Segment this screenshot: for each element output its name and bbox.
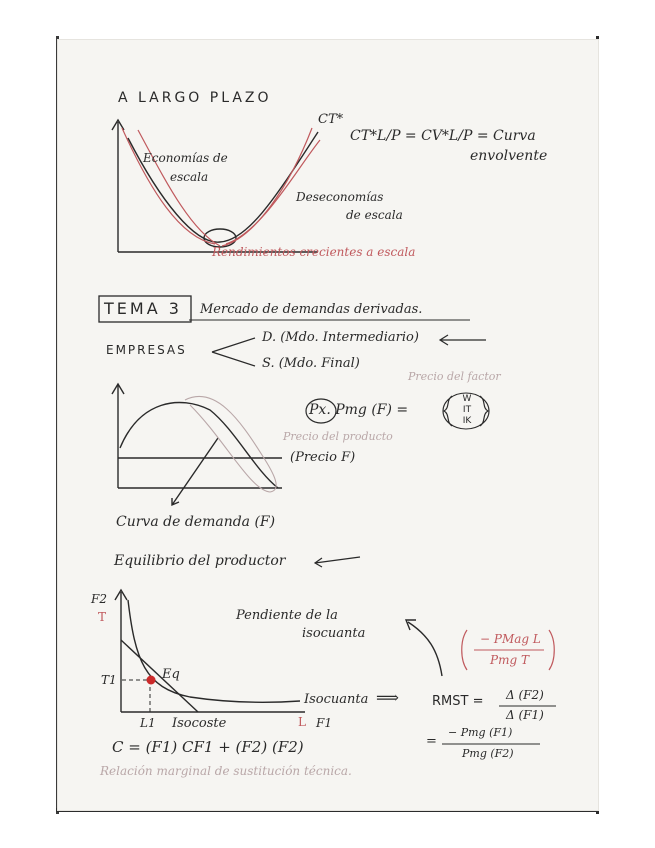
demand-arrow (172, 438, 218, 505)
deseconomias-label-line1: Deseconomías (296, 190, 384, 204)
f1-axis-label: F1 (316, 716, 332, 730)
pmg-denominator: Pmg (F2) (462, 747, 514, 760)
economias-label-line2: escala (170, 170, 209, 184)
equilibrium-label: Eq (162, 667, 180, 682)
tema-title: Mercado de demandas derivadas. (200, 302, 423, 317)
arrow-equilibrio (315, 557, 360, 567)
delta-denominator: Δ (F1) (506, 708, 544, 722)
short-run-curves (122, 128, 320, 246)
px-pmg-formula: Px. Pmg (F) = (309, 402, 409, 418)
envelope-formula-line2: envolvente (470, 148, 548, 164)
delta-numerator: Δ (F2) (506, 688, 544, 702)
precio-producto-label: Precio del producto (283, 430, 393, 443)
equals-sign: = (426, 734, 437, 749)
section-title-largo-plazo: A LARGO PLAZO (118, 90, 272, 106)
arrow-to-intermediario (440, 335, 486, 345)
factor-w: W (462, 394, 472, 404)
ratio-right-paren (549, 630, 554, 670)
branch-final: S. (Mdo. Final) (262, 356, 360, 371)
tema-box-label: TEMA 3 (104, 299, 182, 318)
empresas-label: EMPRESAS (106, 343, 187, 357)
isocoste-label: Isocoste (172, 716, 227, 731)
pendiente-arrow (406, 620, 442, 676)
l1-label: L1 (140, 716, 156, 730)
faint-curve (185, 396, 276, 492)
relacion-marginal-label: Relación marginal de sustitución técnica. (100, 764, 352, 778)
factor-list (458, 394, 476, 427)
precio-factor-label: Precio del factor (408, 370, 501, 383)
sr-curve-right (222, 128, 312, 246)
deseconomias-label-line2: de escala (346, 208, 403, 222)
factor-ik: IK (462, 416, 472, 426)
economias-label-line1: Economías de (143, 151, 228, 165)
pmg-numerator: − Pmg (F1) (448, 726, 513, 739)
envelope-curve (128, 132, 318, 242)
f2-axis-label: F2 (91, 592, 107, 606)
derived-demand-graph (112, 384, 282, 505)
l-axis-label: L (298, 715, 306, 729)
pendiente-label-line1: Pendiente de la (236, 608, 338, 623)
ratio-left-paren (462, 630, 467, 670)
isocost-line (121, 640, 198, 712)
rendimientos-label: Rendimientos crecientes a escala (212, 245, 416, 259)
sr-curve-left-2 (138, 130, 220, 246)
pendiente-label-line2: isocuanta (302, 626, 366, 641)
equilibrium-dashes (122, 680, 150, 712)
ct-curve-label: CT* (318, 112, 344, 127)
equilibrium-point (147, 676, 156, 685)
rmst-label: RMST = (432, 694, 484, 709)
ratio-denominator: Pmg T (490, 653, 529, 667)
precio-f-label: (Precio F) (290, 450, 356, 465)
branch-intermediario: D. (Mdo. Intermediario) (262, 330, 419, 345)
envelope-formula-line1: CT*L/P = CV*L/P = Curva (350, 128, 536, 144)
faint-ellipse (185, 396, 276, 492)
ratio-numerator: − PMag L (480, 632, 541, 646)
t-axis-label: T (98, 610, 107, 624)
isocuanta-label: Isocuanta (304, 692, 369, 707)
empresas-branch (212, 338, 255, 366)
cost-equation: C = (F1) CF1 + (F2) (F2) (112, 738, 304, 756)
factor-it: IT (462, 405, 472, 415)
implies-arrow: ⟹ (376, 688, 399, 707)
equilibrio-productor-heading: Equilibrio del productor (114, 553, 286, 569)
curva-demanda-label: Curva de demanda (F) (116, 514, 276, 530)
t1-label: T1 (101, 673, 117, 687)
